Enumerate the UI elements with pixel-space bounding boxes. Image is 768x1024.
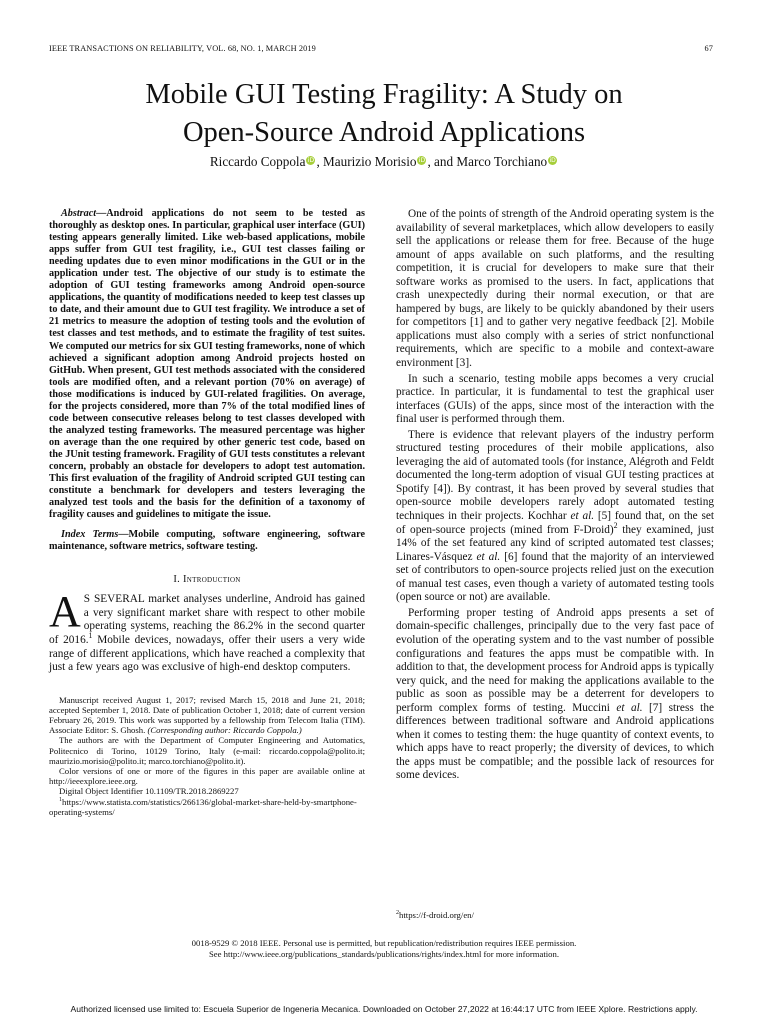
first-page-footnotes — [49, 695, 365, 817]
p3-etal-1: et al. — [570, 510, 595, 523]
color-versions-note: Color versions of one or more of the figures in this paper are available online at http://ieeexplore.ieee.org. — [49, 766, 365, 787]
orcid-icon[interactable]: iD — [307, 157, 315, 164]
footnote-2 — [396, 910, 474, 920]
drop-cap: A — [49, 587, 81, 637]
body-paragraph-3 — [396, 429, 714, 605]
abstract — [49, 208, 365, 521]
footnote-2-link[interactable]: https://f-droid.org/en/ — [399, 910, 474, 920]
author-list — [40, 154, 728, 170]
intro-text-2: Mobile devices, nowadays, offer their users a very wide range of different applications, which have reached a complexity that just a few years ago was exclusive of high-end desktop computers. — [49, 633, 365, 674]
footnote-1-link[interactable]: https://www.statista.com/statistics/266136/global-market-share-held-by-smartphone-operating-systems/ — [49, 796, 357, 817]
section-heading — [49, 574, 365, 585]
p4-text-a: Performing proper testing of Android apps presents a set of domain-specific challenges, principally due to the very fast pace of evolution of the operating system and to the vast number of possible configurations and features the apps must be compatible with. In addition to that, the development process for Android apps is typically very quick, and the need for making the applications available to the public as soon as possible may be a deterrent for developers to perform complex forms of testing. Muccini — [396, 606, 714, 714]
intro-text-1: S SEVERAL market analyses underline, Android has gained a very significant market share with respect to other mobile operating systems, reaching the 86.2% in the second quarter of 2016. — [49, 593, 365, 646]
footnote-1 — [49, 797, 365, 817]
index-terms — [49, 529, 365, 553]
p4-etal: et al. — [616, 701, 643, 714]
corresponding-author: (Corresponding author: Riccardo Coppola.) — [145, 725, 302, 736]
p3-text-c: they examined, just 14% of the set featured any kind of scripted automated test classes; Linares-Vásquez — [396, 523, 715, 563]
left-column — [49, 208, 365, 817]
copyright-line-2[interactable]: See http://www.ieee.org/publications_standards/publications/rights/index.html for more information. — [208, 949, 560, 959]
index-terms-label: Index Terms — [61, 529, 119, 541]
paper-title — [40, 76, 728, 152]
section-title: Introduction — [183, 574, 241, 586]
footnote-1-mark: 1 — [59, 796, 63, 803]
running-head — [49, 44, 713, 53]
author-morisio: , Maurizio Morisio — [316, 154, 417, 169]
p4-text-b: [7] stress the differences between traditional software and Android applications when it comes to testing them: the huge quantity of context events, to which apps have to react properly; the diversity of devices, to which the apps must be compatible; and the possible lack of resources for some devices. — [396, 701, 714, 782]
body-paragraph-2: In such a scenario, testing mobile apps becomes a very crucial practice. In particular, it is fundamental to test the graphical user interfaces (GUIs) of the apps, since most of the interaction with the final user is performed through them. — [396, 372, 714, 426]
p3-etal-2: et al. — [476, 550, 501, 563]
orcid-icon[interactable]: iD — [549, 157, 556, 164]
footnote-ref-2[interactable]: 2 — [613, 520, 618, 530]
footnote-2-mark: 2 — [396, 910, 400, 917]
author-torchiano: , and Marco Torchiano — [427, 154, 548, 169]
p3-text-b: [5] found that, on the set of open-source projects (mined from F-Droid) — [396, 510, 715, 536]
doi-note: Digital Object Identifier 10.1109/TR.2018.2869227 — [59, 786, 239, 797]
p3-text-a: There is evidence that relevant players of the industry perform structured testing procedures of their mobile applications, also leveraging the aid of automated tools (for instance, Alégroth and Feldt documented the long-term adoption of visual GUI testing practices at Spotify [4]). By contrast, it has been proved by several studies that open-source mobile developers rarely adopt automated testing techniques in their projects. Kochhar — [396, 428, 714, 523]
author-coppola: Riccardo Coppola — [209, 154, 306, 169]
abstract-text: —Android applications do not seem to be tested as thoroughly as desktop ones. In particular, graphical user interface (GUI) testing appears generally limited. Like web-based applications, mobile apps suffer from GUI test fragility, i.e., GUI test classes failing or needing updates due to even minor modifications in the GUI or in the application under test. The objective of our study is to estimate the adoption of GUI testing frameworks among Android open-source applications, the quantity of modifications needed to keep test classes up to date, and their amount due to GUI test fragility. We introduce a set of 21 metrics to measure the adoption of testing tools and the evolution of test classes and test methods, and to estimate the fragility of test suites. We computed our metrics for six GUI testing frameworks, none of which achieved a significant adoption among Android projects hosted on GitHub. When present, GUI test methods associated with the considered tools are modified often, and a relevant portion (70% on average) of those modifications is induced by GUI-related fragilities. On average, for the projects considered, more than 7% of the total modified lines of code between consecutive releases belong to test classes developed with the analyzed testing frameworks. The measured percentage was higher on average than the one required by other generic test code, based on the JUnit testing framework. Fragility of GUI tests constitutes a relevant concern, probably an obstacle for developers to adopt test automation. This first evaluation of the fragility of Android scripted GUI testing can constitute a benchmark for developers and testers leveraging the analyzed test tools and the basis for the definition of a taxonomy of fragility causes and guidelines to mitigate the issue. — [49, 208, 365, 521]
manuscript-received — [49, 695, 365, 736]
body-paragraph-1: One of the points of strength of the Android operating system is the availability of several marketplaces, which allow developers to easily sell the applications or release them for free. Because of the huge amount of apps available on such platforms, and the resulting competition, it is crucial for developers to make sure that their software works as promised to the users. In fact, applications that crash unexpectedly during their normal execution, or that are hampered by bugs, are likely to be quickly abandoned by their users for competitors [1] and to gather very negative feedback [2]. Mobile applications must also comply with a series of strict nonfunctional requirements, which are specific to a mobile and context-aware environment [3]. — [396, 208, 714, 370]
footnote-ref-1[interactable]: 1 — [88, 631, 93, 641]
copyright-notice — [40, 938, 728, 960]
license-notice: Authorized licensed use limited to: Escuela Superior de Ingeneria Mecanica. Downloaded on October 27,2022 at 16:44:17 UTC from IEEE Xplore. Restrictions apply. — [70, 1004, 698, 1014]
abstract-label: Abstract — [61, 208, 97, 219]
orcid-icon[interactable]: iD — [418, 157, 426, 164]
index-terms-text: —Mobile computing, software engineering, software maintenance, software metrics, software testing. — [49, 529, 365, 553]
copyright-line-1: 0018-9529 © 2018 IEEE. Personal use is permitted, but republication/redistribution requires IEEE permission. — [191, 938, 577, 948]
section-number: I. — [173, 574, 181, 586]
affiliation-note: The authors are with the Department of Computer Engineering and Automatics, Politecnico di Torino, 10129 Torino, Italy (e-mail: riccardo.coppola@polito.it; maurizio.morisio@polito.it; marco.torchiano@polito.it). — [49, 735, 365, 766]
intro-paragraph — [49, 587, 365, 674]
p3-text-d: [6] found that the majority of an interviewed set of contributors to open-source projects relied just on the execution of manual test cases, even though a variety of automated testing tools (open source or not) are available. — [396, 550, 715, 604]
page-number: 67 — [704, 44, 713, 53]
title-line-2: Open-Source Android Applications — [182, 117, 586, 148]
received-text: Manuscript received August 1, 2017; revised March 15, 2018 and June 21, 2018; accepted September 1, 2018. Date of publication October 1, 2018; date of current version February 26, 2019. This work was supported by a fellowship from Telecom Italia (TIM). Associate Editor: S. Ghosh. — [49, 694, 365, 736]
title-line-1: Mobile GUI Testing Fragility: A Study on — [145, 79, 623, 110]
body-paragraph-4 — [396, 607, 714, 783]
right-column — [396, 208, 714, 783]
journal-info: IEEE TRANSACTIONS ON RELIABILITY, VOL. 68, NO. 1, MARCH 2019 — [49, 44, 316, 53]
